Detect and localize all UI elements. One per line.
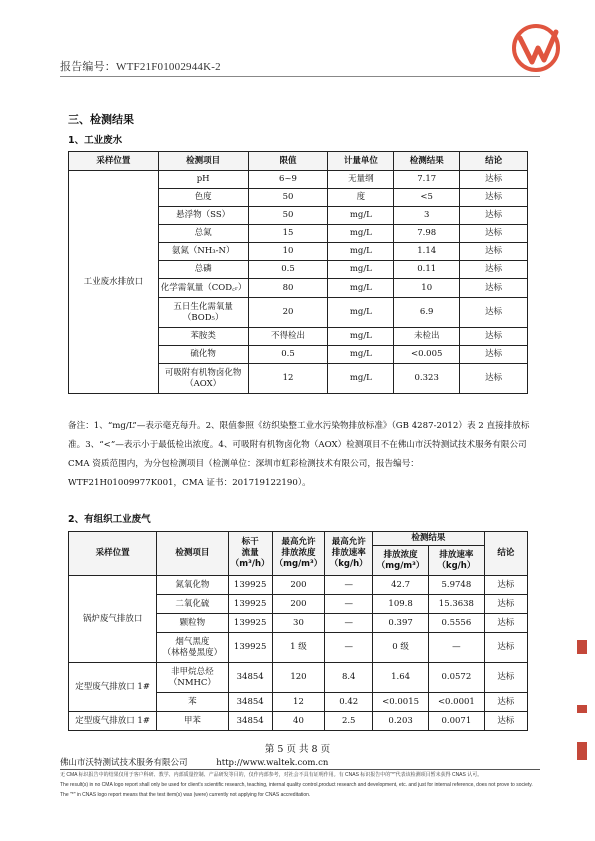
flow-cell: 139925: [228, 576, 272, 595]
item-cell: 总磷: [158, 261, 248, 279]
max-rate-cell: —: [325, 633, 373, 663]
page-number: 第 5 页 共 8 页: [264, 744, 331, 755]
footer-fine-print-en-2: The "*" in CNAS logo report means that the test item(s) was (were) currently not applying for CNAS accreditation.: [60, 792, 311, 798]
unit-cell: mg/L: [328, 346, 394, 364]
unit-cell: mg/L: [328, 364, 394, 394]
conclusion-cell: 达标: [484, 576, 527, 595]
result-cell: 7.17: [394, 171, 460, 189]
limit-cell: 15: [248, 225, 328, 243]
item-cell: 苯胺类: [158, 328, 248, 346]
footer-company: [60, 756, 328, 768]
rate-cell: 0.5556: [429, 614, 485, 633]
table-row: [69, 663, 528, 693]
conclusion-cell: 达标: [484, 614, 527, 633]
max-concentration-cell: 1 级: [272, 633, 325, 663]
unit-cell: mg/L: [328, 328, 394, 346]
conclusion-cell: 达标: [460, 189, 528, 207]
flow-cell: 34854: [228, 712, 272, 731]
conclusion-cell: 达标: [460, 328, 528, 346]
limit-cell: 10: [248, 243, 328, 261]
unit-cell: mg/L: [328, 279, 394, 298]
result-cell: 10: [394, 279, 460, 298]
seal-stamp-mark: [577, 640, 587, 654]
concentration-cell: 0.397: [373, 614, 429, 633]
unit-cell: mg/L: [328, 207, 394, 225]
item-cell: 氨氮（NH₃-N）: [158, 243, 248, 261]
header-unit: 计量单位: [328, 152, 394, 171]
result-cell: 1.14: [394, 243, 460, 261]
header-item: 检测项目: [158, 152, 248, 171]
concentration-cell: <0.0015: [373, 693, 429, 712]
max-concentration-cell: 200: [272, 576, 325, 595]
conclusion-cell: 达标: [460, 364, 528, 394]
wastewater-table: [68, 151, 528, 394]
header-limit: 限值: [248, 152, 328, 171]
item-cell: 硫化物: [158, 346, 248, 364]
conclusion-cell: 达标: [484, 712, 527, 731]
unit-cell: mg/L: [328, 298, 394, 328]
header-conclusion: 结论: [484, 532, 527, 576]
header-max-rate: 最高允许 排放速率 （kg/h）: [325, 532, 373, 576]
item-cell: 悬浮物（SS）: [158, 207, 248, 225]
header-conclusion: 结论: [460, 152, 528, 171]
unit-cell: mg/L: [328, 243, 394, 261]
concentration-cell: 0.203: [373, 712, 429, 731]
table-row: [69, 712, 528, 731]
footer-fine-print-en-1: The result(s) in no CMA logo report shall only be used for client's scientific research, teaching, internal quality control,product research and development, etc. and just for internal reference, does not prove to society.: [60, 782, 533, 788]
header-flow: 标干 流量 （m³/h）: [228, 532, 272, 576]
location-cell: 定型废气排放口 1#: [69, 712, 157, 731]
limit-cell: 50: [248, 189, 328, 207]
limit-cell: 20: [248, 298, 328, 328]
max-rate-cell: 2.5: [325, 712, 373, 731]
concentration-cell: 0 级: [373, 633, 429, 663]
max-rate-cell: —: [325, 614, 373, 633]
limit-cell: 0.5: [248, 346, 328, 364]
conclusion-cell: 达标: [460, 261, 528, 279]
seal-stamp-mark: [577, 742, 587, 760]
result-cell: <0.005: [394, 346, 460, 364]
flow-cell: 139925: [228, 595, 272, 614]
limit-cell: 6~9: [248, 171, 328, 189]
company-logo-icon: [510, 22, 562, 74]
item-cell: 化学需氧量（COD꜀ᵣ）: [158, 279, 248, 298]
exhaust-gas-table: [68, 531, 528, 731]
subsection-exhaust: 2、有组织工业废气: [68, 514, 151, 525]
conclusion-cell: 达标: [484, 633, 527, 663]
limit-cell: 不得检出: [248, 328, 328, 346]
conclusion-cell: 达标: [460, 207, 528, 225]
rate-cell: 0.0572: [429, 663, 485, 693]
result-cell: 0.11: [394, 261, 460, 279]
limit-cell: 80: [248, 279, 328, 298]
flow-cell: 34854: [228, 663, 272, 693]
rate-cell: 5.9748: [429, 576, 485, 595]
item-cell: 甲苯: [157, 712, 228, 731]
item-cell: 烟气黑度 （林格曼黑度）: [157, 633, 228, 663]
conclusion-cell: 达标: [460, 171, 528, 189]
result-cell: 0.323: [394, 364, 460, 394]
header-concentration: 排放浓度 （mg/m³）: [373, 546, 429, 576]
item-cell: 色度: [158, 189, 248, 207]
result-cell: 7.98: [394, 225, 460, 243]
max-concentration-cell: 120: [272, 663, 325, 693]
item-cell: 可吸附有机物卤化物 （AOX）: [158, 364, 248, 394]
wastewater-note: 备注：1、“mg/L”—表示毫克每升。2、限值参照《纺织染整工业水污染物排放标准》（GB 4287-2012）表 2 直接排放标准。3、“<”—表示小于最低检出浓度。4、可吸附有机物卤化物（AOX）检测项目不在佛山市沃特测试技术服务有限公司 CMA 资质范围内，为分包检测项目（检测单位：深圳市虹彩检测技术有限公司，报告编号：WTF21H01009977K001，CMA 证书：201719122190）。: [68, 421, 530, 488]
concentration-cell: 109.8: [373, 595, 429, 614]
max-concentration-cell: 40: [272, 712, 325, 731]
rate-cell: <0.0001: [429, 693, 485, 712]
max-rate-cell: —: [325, 576, 373, 595]
item-cell: 二氧化硫: [157, 595, 228, 614]
max-rate-cell: 0.42: [325, 693, 373, 712]
limit-cell: 50: [248, 207, 328, 225]
unit-cell: 无量纲: [328, 171, 394, 189]
company-url: http://www.waltek.com.cn: [216, 758, 329, 768]
conclusion-cell: 达标: [460, 298, 528, 328]
item-cell: 颗粒物: [157, 614, 228, 633]
header-rate: 排放速率 （kg/h）: [429, 546, 485, 576]
location-cell: 定型废气排放口 1#: [69, 663, 157, 712]
concentration-cell: 42.7: [373, 576, 429, 595]
max-concentration-cell: 12: [272, 693, 325, 712]
rate-cell: —: [429, 633, 485, 663]
max-concentration-cell: 30: [272, 614, 325, 633]
flow-cell: 34854: [228, 693, 272, 712]
flow-cell: 139925: [228, 633, 272, 663]
location-cell: 工业废水排放口: [69, 171, 159, 394]
header-result: 检测结果: [394, 152, 460, 171]
unit-cell: mg/L: [328, 225, 394, 243]
result-cell: 3: [394, 207, 460, 225]
header-item: 检测项目: [157, 532, 228, 576]
footer-fine-print-cn: 无 CMA 标识报告中的结果仅用于客户科研、教学、内部质量控制、产品研发等目的，仅作内部参考，对社会不具有证明作用。有 CNAS 标识报告中的“*”代表该检测项目暂未获得 CNAS 认可。: [60, 772, 483, 778]
result-cell: 未检出: [394, 328, 460, 346]
seal-stamp-mark: [577, 705, 587, 713]
unit-cell: mg/L: [328, 261, 394, 279]
header-divider: [60, 76, 540, 77]
table-row: [69, 576, 528, 595]
subsection-wastewater: 1、工业废水: [68, 135, 123, 146]
header-max-concentration: 最高允许 排放浓度 （mg/m³）: [272, 532, 325, 576]
result-cell: <5: [394, 189, 460, 207]
item-cell: pH: [158, 171, 248, 189]
company-name: 佛山市沃特测试技术服务有限公司: [60, 758, 188, 768]
result-cell: 6.9: [394, 298, 460, 328]
flow-cell: 139925: [228, 614, 272, 633]
table-row: [69, 171, 528, 189]
conclusion-cell: 达标: [460, 346, 528, 364]
item-cell: 氮氧化物: [157, 576, 228, 595]
conclusion-cell: 达标: [484, 693, 527, 712]
footer-divider: [60, 769, 540, 770]
section-title: 三、检测结果: [68, 113, 134, 126]
conclusion-cell: 达标: [484, 663, 527, 693]
unit-cell: 度: [328, 189, 394, 207]
header-location: 采样位置: [69, 152, 159, 171]
report-number: 报告编号：WTF21F01002944K-2: [60, 61, 221, 73]
item-cell: 苯: [157, 693, 228, 712]
max-rate-cell: 8.4: [325, 663, 373, 693]
max-rate-cell: —: [325, 595, 373, 614]
rate-cell: 0.0071: [429, 712, 485, 731]
item-cell: 五日生化需氧量 （BOD₅）: [158, 298, 248, 328]
limit-cell: 0.5: [248, 261, 328, 279]
item-cell: 非甲烷总烃 （NMHC）: [157, 663, 228, 693]
header-location: 采样位置: [69, 532, 157, 576]
conclusion-cell: 达标: [460, 279, 528, 298]
conclusion-cell: 达标: [484, 595, 527, 614]
conclusion-cell: 达标: [460, 243, 528, 261]
rate-cell: 15.3638: [429, 595, 485, 614]
max-concentration-cell: 200: [272, 595, 325, 614]
limit-cell: 12: [248, 364, 328, 394]
conclusion-cell: 达标: [460, 225, 528, 243]
concentration-cell: 1.64: [373, 663, 429, 693]
header-result: 检测结果: [373, 532, 485, 546]
location-cell: 锅炉废气排放口: [69, 576, 157, 663]
item-cell: 总氮: [158, 225, 248, 243]
